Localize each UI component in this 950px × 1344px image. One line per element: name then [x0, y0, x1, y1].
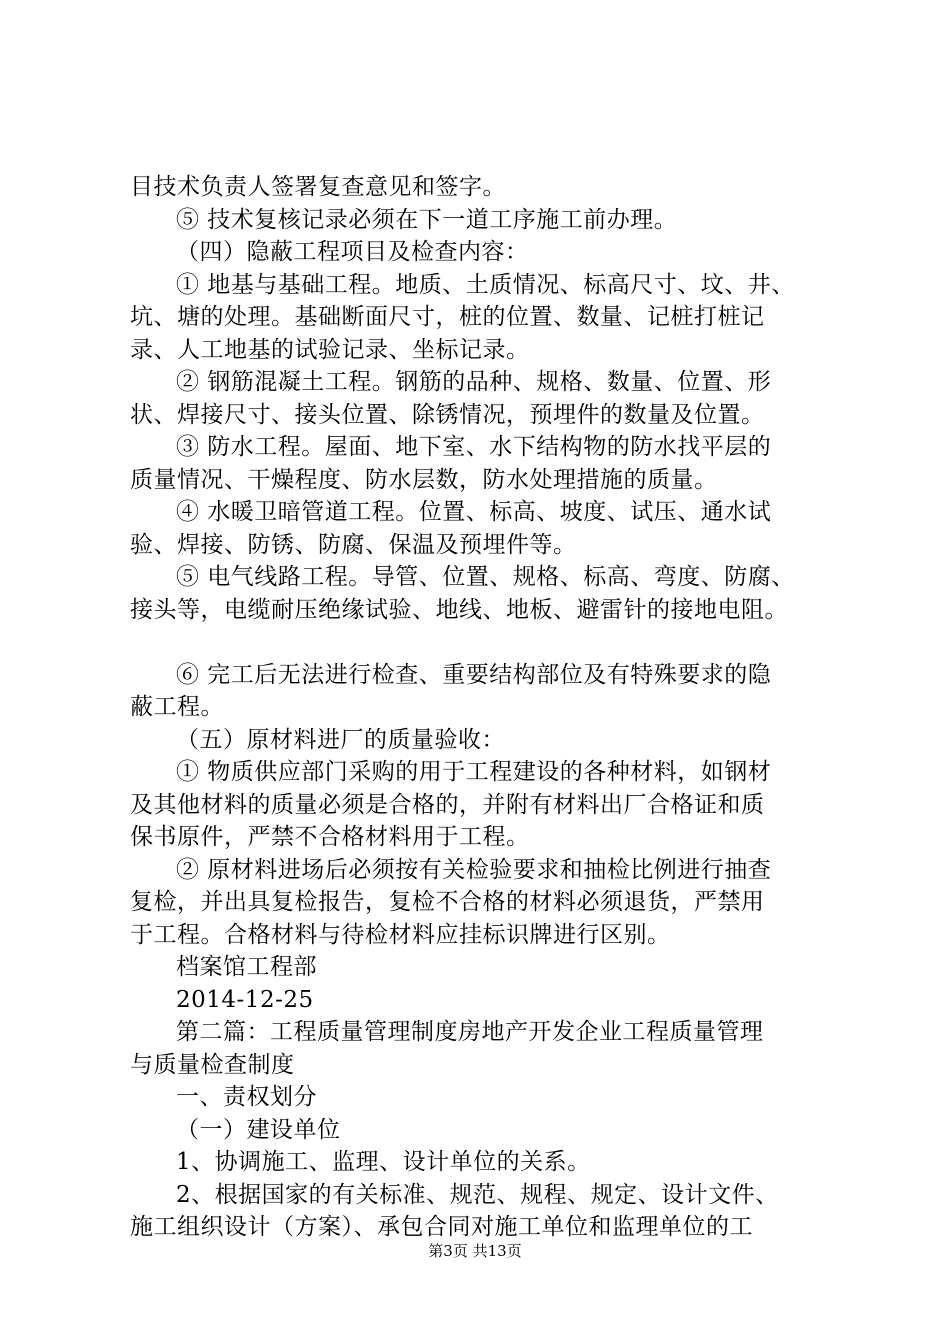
signature-date: 2014-12-25 — [176, 986, 314, 1013]
text-line: 1、协调施工、监理、设计单位的关系。 — [176, 1149, 591, 1175]
text-line: 蔽工程。 — [130, 694, 224, 720]
text-line: ④ 水暖卫暗管道工程。位置、标高、坡度、试压、通水试 — [176, 499, 772, 525]
section-heading: （五）原材料进厂的质量验收： — [176, 726, 505, 753]
text-line: 保书原件，严禁不合格材料用于工程。 — [130, 824, 530, 850]
text-line: 2、根据国家的有关标准、规范、规程、规定、设计文件、 — [176, 1181, 779, 1208]
text-line: ② 钢筋混凝土工程。钢筋的品种、规格、数量、位置、形 — [176, 369, 772, 395]
text-line: 录、人工地基的试验记录、坐标记录。 — [130, 336, 530, 363]
chapter-title: 与质量检查制度 — [130, 1051, 295, 1078]
text-line: ③ 防水工程。屋面、地下室、水下结构物的防水找平层的 — [176, 434, 772, 460]
blank-line — [130, 626, 850, 659]
section-heading: （四）隐蔽工程项目及检查内容： — [176, 239, 529, 265]
text-line: 于工程。合格材料与待检材料应挂标识牌进行区别。 — [130, 921, 671, 948]
text-line: 及其他材料的质量必须是合格的，并附有材料出厂合格证和质 — [130, 791, 765, 818]
text-line: 接头等，电缆耐压绝缘试验、地线、地板、避雷针的接地电阻。 — [130, 596, 788, 623]
text-line: ① 物质供应部门采购的用于工程建设的各种材料，如钢材 — [176, 759, 772, 785]
signature-department: 档案馆工程部 — [176, 954, 317, 980]
section-heading: 一、责权划分 — [176, 1084, 317, 1110]
text-line: ⑤ 技术复核记录必须在下一道工序施工前办理。 — [176, 206, 678, 233]
chapter-title: 第二篇：工程质量管理制度房地产开发企业工程质量管理 — [176, 1019, 764, 1045]
text-line: 目技术负责人签署复查意见和签字。 — [130, 174, 506, 200]
text-line: ⑥ 完工后无法进行检查、重要结构部位及有特殊要求的隐 — [176, 661, 772, 688]
text-line: ① 地基与基础工程。地质、土质情况、标高尺寸、坟、井、 — [176, 271, 795, 298]
text-line: 坑、塘的处理。基础断面尺寸，桩的位置、数量、记桩打桩记 — [130, 304, 765, 330]
text-line: ② 原材料进场后必须按有关检验要求和抽检比例进行抽查 — [176, 856, 772, 883]
text-line: 状、焊接尺寸、接头位置、除锈情况，预埋件的数量及位置。 — [130, 401, 765, 428]
text-line: 施工组织设计（方案）、承包合同对施工单位和监理单位的工 — [130, 1214, 753, 1240]
text-line: 验、焊接、防锈、防腐、保温及预埋件等。 — [130, 531, 577, 558]
text-line: ⑤ 电气线路工程。导管、位置、规格、标高、弯度、防腐、 — [176, 564, 795, 590]
page-number-footer: 第3页 共13页 — [428, 1242, 522, 1260]
section-heading: （一）建设单位 — [176, 1116, 341, 1143]
text-line: 质量情况、干燥程度、防水层数，防水处理措施的质量。 — [130, 466, 718, 493]
text-line: 复检，并出具复检报告，复检不合格的材料必须退货，严禁用 — [130, 889, 765, 915]
document-body — [130, 171, 850, 1244]
